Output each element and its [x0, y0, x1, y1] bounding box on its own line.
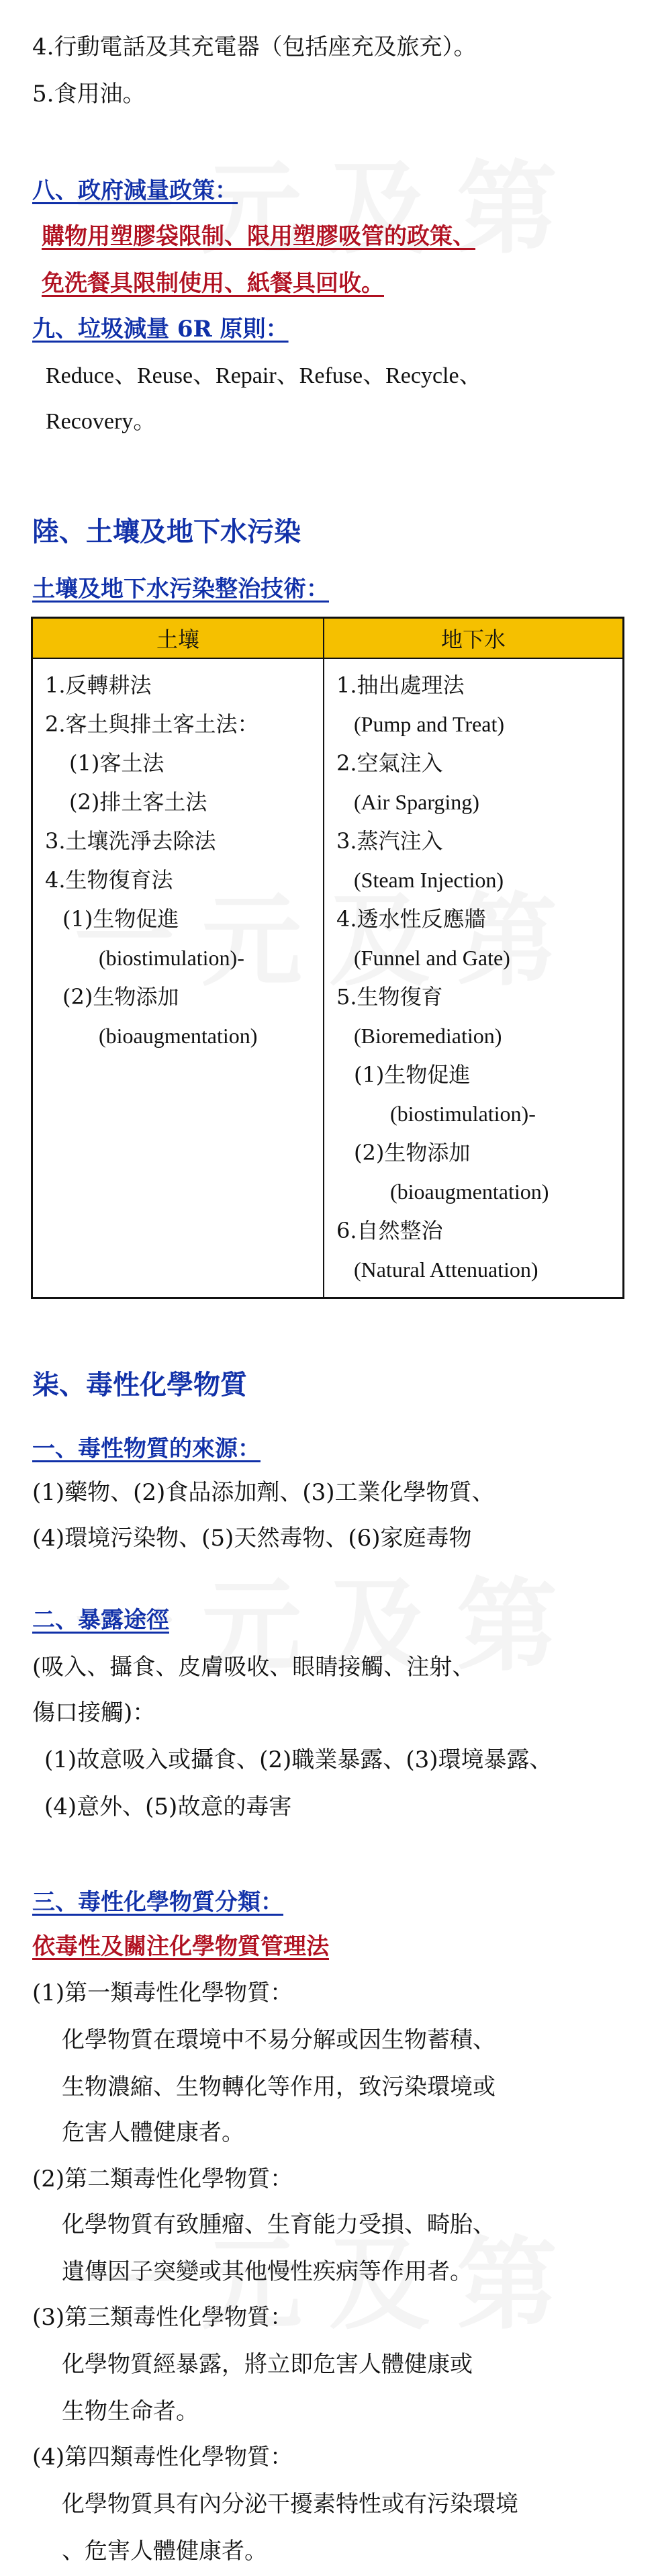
list-item: 5.食用油。 [32, 81, 146, 107]
soil-methods-cell [32, 658, 324, 1298]
list-item: (2)排土客土法 [69, 789, 207, 815]
source-line: (4)環境污染物、(5)天然毒物、(6)家庭毒物 [32, 1525, 472, 1552]
list-item: (Funnel and Gate) [354, 946, 510, 970]
list-item: (Natural Attenuation) [354, 1257, 538, 1282]
list-item: 4.生物復育法 [45, 867, 173, 893]
class-title: (1)第一類毒性化學物質： [32, 1980, 293, 2006]
principle-line: Recovery。 [46, 409, 156, 434]
class-description: 化學物質有致腫瘤、生育能力受損、畸胎、 [62, 2211, 496, 2238]
section-heading-6r: 九、垃圾減量 6R 原則： [32, 316, 289, 343]
list-item: 5.生物復育 [336, 984, 443, 1010]
source-line: (1)藥物、(2)食品添加劑、(3)工業化學物質、 [32, 1479, 495, 1506]
law-title: 依毒性及關注化學物質管理法 [32, 1933, 329, 1960]
principle-line: Reduce、Reuse、Repair、Refuse、Recycle、 [46, 363, 482, 388]
subheading-remediation: 土壤及地下水污染整治技術： [32, 576, 329, 603]
list-item: (biostimulation)- [99, 946, 244, 970]
list-item: (bioaugmentation) [390, 1180, 549, 1204]
list-item: 1.抽出處理法 [336, 672, 465, 698]
class-description: 遺傳因子突變或其他慢性疾病等作用者。 [62, 2258, 473, 2285]
section-heading-government-policy: 八、政府減量政策： [32, 177, 238, 204]
list-item: 6.自然整治 [336, 1218, 443, 1243]
section-heading-exposure: 二、暴露途徑 [32, 1607, 169, 1634]
list-item: (2)生物添加 [62, 984, 179, 1010]
class-title: (4)第四類毒性化學物質： [32, 2444, 293, 2471]
class-description: 化學物質經暴露，將立即危害人體健康或 [62, 2351, 473, 2378]
class-description: 生物生命者。 [62, 2398, 199, 2425]
list-item: (1)生物促進 [354, 1062, 471, 1087]
exposure-line: (4)意外、(5)故意的毒害 [44, 1793, 292, 1820]
section-heading-classification: 三、毒性化學物質分類： [32, 1889, 283, 1916]
table-header-groundwater: 地下水 [324, 618, 624, 659]
policy-line: 購物用塑膠袋限制、限用塑膠吸管的政策、 [42, 223, 475, 250]
exposure-line: (吸入、攝食、皮膚吸收、眼睛接觸、注射、 [32, 1654, 475, 1681]
list-item: 3.蒸汽注入 [336, 828, 443, 854]
list-item: 1.反轉耕法 [45, 672, 152, 698]
list-item: (Steam Injection) [354, 868, 504, 892]
table-header-soil: 土壤 [32, 618, 324, 659]
list-item: 3.土壤洗淨去除法 [45, 828, 216, 854]
part-title-toxic-chemicals: 柒、毒性化學物質 [32, 1369, 247, 1401]
part-title-soil-groundwater: 陸、土壤及地下水污染 [32, 516, 301, 547]
policy-line: 免洗餐具限制使用、紙餐具回收。 [42, 270, 384, 297]
list-item: (1)客土法 [69, 750, 164, 776]
list-item: (biostimulation)- [390, 1102, 536, 1126]
list-item: (Bioremediation) [354, 1024, 502, 1048]
class-description: 危害人體健康者。 [62, 2119, 244, 2146]
list-item: 4.透水性反應牆 [336, 906, 486, 932]
exposure-line: (1)故意吸入或攝食、(2)職業暴露、(3)環境暴露、 [44, 1746, 553, 1773]
groundwater-methods-cell [324, 658, 624, 1298]
list-item: 4.行動電話及其充電器（包括座充及旅充）。 [32, 34, 477, 60]
list-item: (2)生物添加 [354, 1140, 471, 1165]
list-item: (Pump and Treat) [354, 712, 504, 736]
list-item: (bioaugmentation) [99, 1024, 258, 1048]
list-item: (1)生物促進 [62, 906, 179, 932]
class-title: (2)第二類毒性化學物質： [32, 2166, 293, 2192]
class-description: 化學物質在環境中不易分解或因生物蓄積、 [62, 2027, 496, 2053]
section-heading-sources: 一、毒性物質的來源： [32, 1435, 261, 1462]
class-description: 化學物質具有內分泌干擾素特性或有污染環境 [62, 2491, 518, 2518]
list-item: 2.客土與排土客土法： [45, 711, 259, 737]
list-item: 2.空氣注入 [336, 750, 443, 776]
remediation-table [31, 617, 624, 1299]
list-item: (Air Sparging) [354, 790, 479, 814]
class-description: 、危害人體健康者。 [62, 2538, 267, 2565]
exposure-line: 傷口接觸)： [32, 1699, 156, 1726]
class-title: (3)第三類毒性化學物質： [32, 2304, 293, 2331]
class-description: 生物濃縮、生物轉化等作用，致污染環境或 [62, 2074, 496, 2100]
